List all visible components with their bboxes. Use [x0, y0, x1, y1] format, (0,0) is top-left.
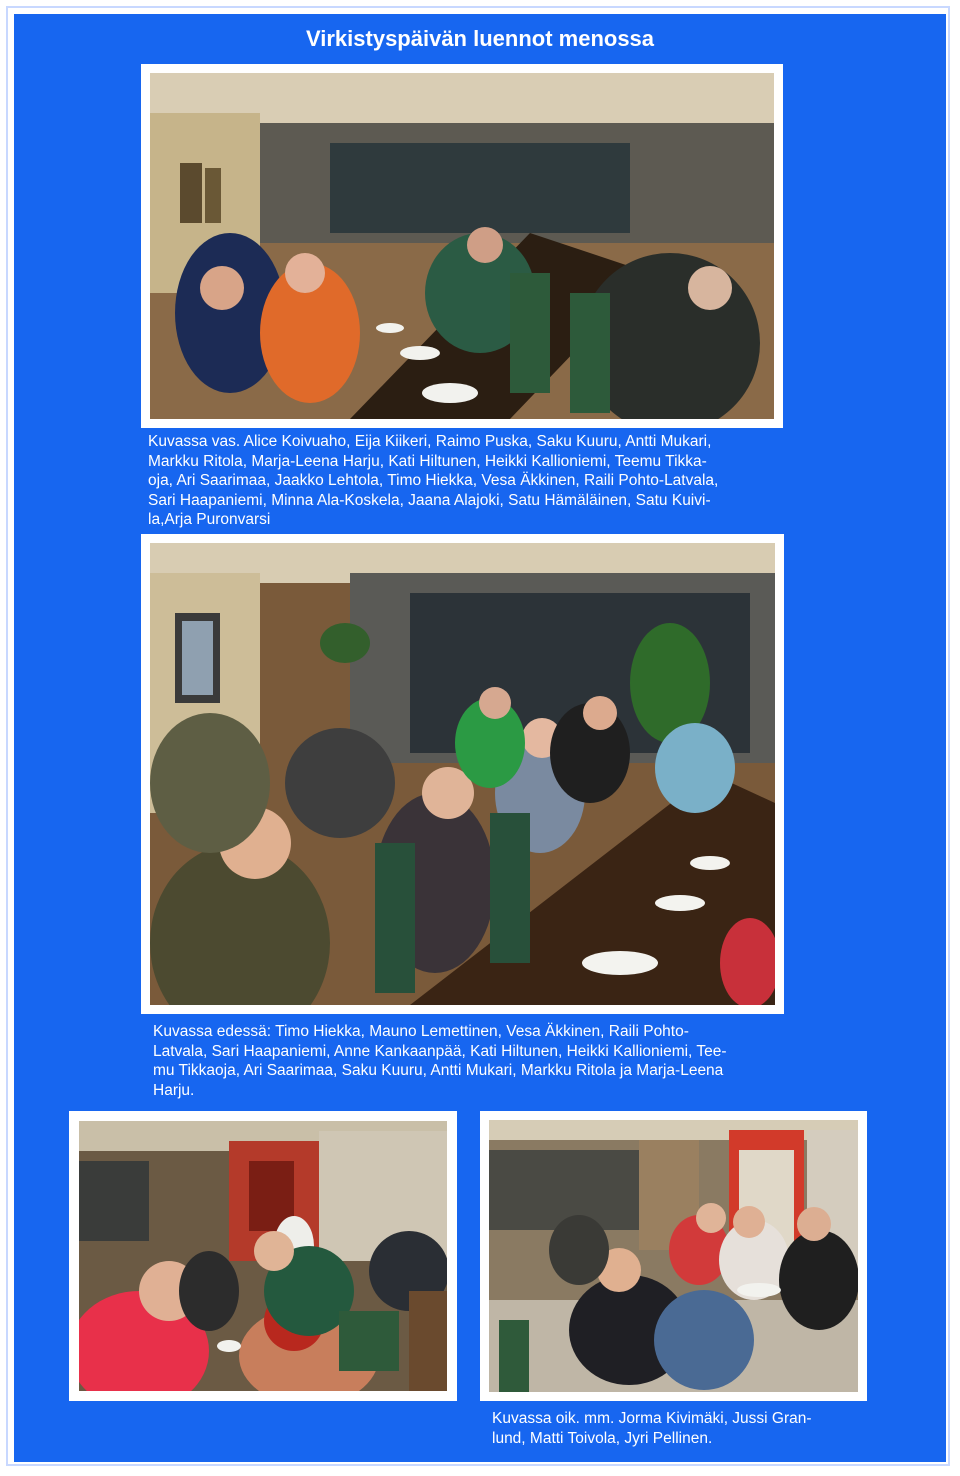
page-title: Virkistyspäivän luennot menossa	[305, 26, 655, 51]
caption-photo-1	[148, 432, 718, 530]
caption-1-line: la,Arja Puronvarsi	[148, 511, 271, 528]
caption-1-line: Sari Haapaniemi, Minna Ala-Koskela, Jaana Alajoki, Satu Hämäläinen, Satu Kuivi-	[148, 491, 711, 509]
caption-photo-2	[153, 1022, 727, 1100]
photo-4-image	[489, 1120, 858, 1392]
photo-1-image	[150, 73, 774, 419]
caption-2-line: Latvala, Sari Haapaniemi, Anne Kankaanpää, Kati Hiltunen, Heikki Kallioniemi, Tee-	[153, 1042, 727, 1060]
photo-1	[150, 73, 774, 419]
caption-3-line: Kuvassa oik. mm. Jorma Kivimäki, Jussi Gran-	[492, 1410, 812, 1427]
caption-photo-4	[492, 1409, 812, 1448]
photo-2-image	[150, 543, 775, 1005]
caption-3-line: lund, Matti Toivola, Jyri Pellinen.	[492, 1429, 713, 1447]
caption-2-line: mu Tikkaoja, Ari Saarimaa, Saku Kuuru, Antti Mukari, Markku Ritola ja Marja-Leena	[153, 1062, 724, 1079]
caption-2-line: Kuvassa edessä: Timo Hiekka, Mauno Lemettinen, Vesa Äkkinen, Raili Pohto-	[153, 1023, 689, 1040]
photo-3-image	[79, 1121, 447, 1391]
photo-4	[489, 1120, 858, 1392]
photo-2	[150, 543, 775, 1005]
photo-3	[79, 1121, 447, 1391]
caption-1-line: Markku Ritola, Marja-Leena Harju, Kati Hiltunen, Heikki Kallioniemi, Teemu Tikka-	[148, 452, 707, 470]
caption-2-line: Harju.	[153, 1081, 195, 1099]
caption-1-line: oja, Ari Saarimaa, Jaakko Lehtola, Timo Hiekka, Vesa Äkkinen, Raili Pohto-Latvala,	[148, 472, 719, 489]
caption-1-line: Kuvassa vas. Alice Koivuaho, Eija Kiikeri, Raimo Puska, Saku Kuuru, Antti Mukari,	[148, 433, 712, 450]
